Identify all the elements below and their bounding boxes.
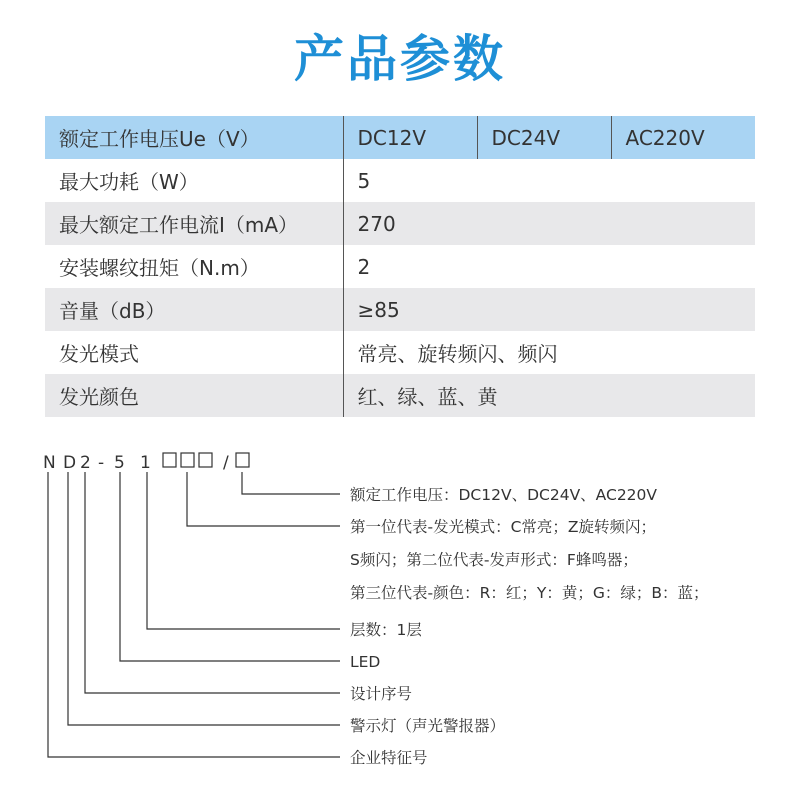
code-char-n: N — [43, 453, 56, 473]
desc-warning-light: 警示灯（声光警报器） — [350, 717, 506, 735]
leader-line — [48, 472, 340, 757]
code-char-2: 2 — [80, 453, 91, 473]
row-value: ≥85 — [343, 288, 755, 331]
placeholder-box — [163, 453, 176, 467]
desc-company-code: 企业特征号 — [350, 749, 428, 767]
desc-design-number: 设计序号 — [350, 685, 413, 703]
table-row — [45, 374, 755, 417]
voltage-ac220v: AC220V — [611, 116, 755, 159]
table-row — [45, 331, 755, 374]
code-char-5: 5 — [114, 453, 125, 473]
desc-led: LED — [350, 653, 381, 671]
desc-second-digit: S频闪；第二位代表-发声形式：F蜂鸣器； — [350, 551, 638, 569]
row-label: 发光颜色 — [45, 374, 343, 417]
desc-first-digit: 第一位代表-发光模式：C常亮；Z旋转频闪； — [350, 518, 657, 536]
code-char-slash: / — [223, 453, 229, 473]
row-value: 5 — [343, 159, 755, 202]
table-row — [45, 245, 755, 288]
code-char-1: 1 — [140, 453, 151, 473]
desc-third-digit: 第三位代表-颜色：R：红；Y：黄；G：绿；B：蓝； — [350, 584, 709, 602]
page-title: 产品参数 — [294, 30, 506, 88]
leader-line — [187, 472, 340, 526]
row-value: 红、绿、蓝、黄 — [343, 374, 755, 417]
voltage-label: 额定工作电压Ue（V） — [45, 116, 343, 159]
table-row — [45, 202, 755, 245]
table-header-row — [45, 116, 755, 159]
code-char-d: D — [63, 453, 77, 473]
row-value: 常亮、旋转频闪、频闪 — [343, 331, 755, 374]
row-label: 发光模式 — [45, 331, 343, 374]
row-label: 音量（dB） — [45, 288, 343, 331]
desc-layers: 层数：1层 — [350, 621, 422, 639]
leader-line — [85, 472, 340, 693]
model-code-diagram — [0, 440, 800, 800]
leader-line — [68, 472, 340, 725]
leader-line — [147, 472, 340, 629]
product-parameters-table — [45, 116, 755, 417]
placeholder-box — [199, 453, 212, 467]
voltage-dc24v: DC24V — [477, 116, 611, 159]
placeholder-box — [236, 453, 249, 467]
row-label: 最大功耗（W） — [45, 159, 343, 202]
row-value: 270 — [343, 202, 755, 245]
placeholder-box — [181, 453, 194, 467]
leader-line — [242, 472, 340, 494]
row-label: 最大额定工作电流I（mA） — [45, 202, 343, 245]
voltage-dc12v: DC12V — [343, 116, 477, 159]
code-char-dash: - — [98, 453, 105, 473]
desc-rated-voltage: 额定工作电压：DC12V、DC24V、AC220V — [350, 486, 658, 504]
table-row — [45, 288, 755, 331]
leader-line — [120, 472, 340, 661]
row-value: 2 — [343, 245, 755, 288]
table-row — [45, 159, 755, 202]
row-label: 安装螺纹扭矩（N.m） — [45, 245, 343, 288]
